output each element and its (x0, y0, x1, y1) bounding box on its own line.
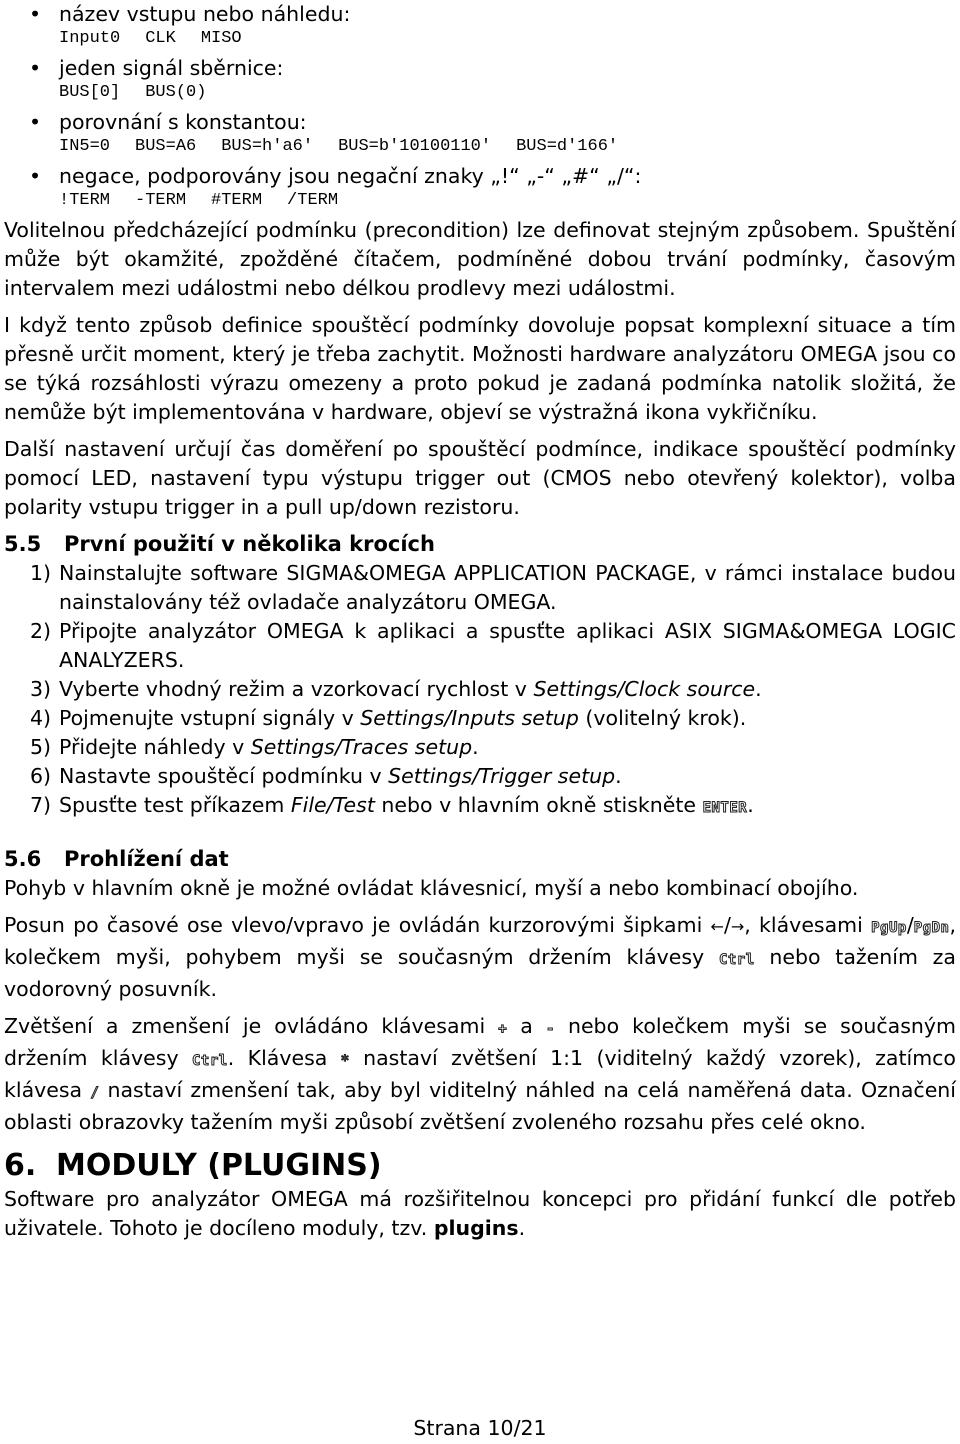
ctrl-key-icon: Ctrl (718, 952, 755, 968)
section-6-heading: 6. MODULY (PLUGINS) (4, 1148, 382, 1183)
right-arrow-icon: → (730, 917, 745, 936)
bullet-label: název vstupu nebo náhledu: (59, 2, 351, 26)
syntax-list (4, 0, 956, 212)
bullet-label: negace, podporovány jsou negační znaky „!“ „-“ „#“ „/“: (59, 164, 642, 188)
code-example: BUS[0] BUS(0) (59, 83, 207, 102)
list-item: 3) Vyberte vhodný režim a vzorkovací rychlost v Settings/Clock source. (30, 677, 762, 701)
pgdn-key-icon: PgDn (913, 920, 950, 936)
page-number: Strana 10/21 (413, 1416, 547, 1440)
code-example: Input0 CLK MISO (59, 29, 242, 48)
scroll-paragraph: Posun po časové ose vlevo/vpravo je ovládán kurzorovými šipkami ←/→, klávesami PgUp/PgDn, kolečkem myši, pohybem myši se současným držením klávesy Ctrl nebo tažením za vodorovný posuvník. (4, 913, 956, 1001)
list-item (4, 54, 956, 104)
first-use-steps (4, 559, 956, 823)
hardware-limits-paragraph: I když tento způsob definice spouštěcí podmínky dovoluje popsat komplexní situace a tím přesně určit moment, který je třeba zachytit. Možnosti hardware analyzátoru OMEGA jsou co se týká rozsáhlosti výrazu omezeny a proto pokud je zadaná podmínka natolik složitá, že nemůže být implementována v hardware, objeví se výstražná ikona vykřičníku. (4, 313, 956, 424)
pgup-key-icon: PgUp (871, 920, 907, 936)
precondition-paragraph: Volitelnou předcházející podmínku (precondition) lze definovat stejným způsobem. Spuštění může být okamžité, zpožděné čítačem, podmíněné dobou trvání podmínky, časovým intervalem mezi událostmi nebo délkou prodlevy mezi událostmi. (4, 218, 956, 300)
list-item (4, 108, 956, 158)
menu-path: Settings/Clock source (533, 677, 756, 701)
enter-key-icon: ENTER (702, 800, 748, 816)
section-5-5-heading: 5.5 První použití v několika krocích (4, 532, 435, 556)
settings-paragraph: Další nastavení určují čas doměření po spouštěcí podmínce, indikace spouštěcí podmínky pomocí LED, nastavení typu výstupu trigger out (CMOS nebo otevřený kolektor), volba polarity vstupu trigger in a pull up/down rezistoru. (4, 437, 956, 519)
bullet-label: porovnání s konstantou: (59, 110, 307, 134)
list-item: 1) Nainstalujte software SIGMA&OMEGA APPLICATION PACKAGE, v rámci instalace budou nainstalovány též ovladače analyzátoru OMEGA. (30, 561, 956, 614)
bullet-label: jeden signál sběrnice: (59, 56, 284, 80)
list-item: 4) Pojmenujte vstupní signály v Settings/Inputs setup (volitelný krok). (30, 706, 747, 730)
menu-path: Settings/Traces setup (250, 735, 473, 759)
code-example: IN5=0 BUS=A6 BUS=h'a6' BUS=b'10100110' BUS=d'166' (59, 137, 619, 156)
bullet-icon: • (29, 2, 42, 26)
list-item: 5) Přidejte náhledy v Settings/Traces setup. (30, 735, 479, 759)
minus-key-icon: - (545, 1021, 555, 1037)
list-item: 2) Připojte analyzátor OMEGA k aplikaci a spusťte aplikaci ASIX SIGMA&OMEGA LOGIC ANALYZERS. (30, 619, 956, 672)
section-5-6-heading: 5.6 Prohlížení dat (4, 847, 229, 871)
list-item: 7) Spusťte test příkazem File/Test nebo v hlavním okně stiskněte ENTER. (30, 793, 754, 817)
star-key-icon: * (340, 1053, 350, 1069)
bullet-icon: • (29, 110, 42, 134)
plugins-paragraph: Software pro analyzátor OMEGA má rozšiřitelnou koncepci pro přidání funkcí dle potřeb uživatele. Tohoto je docíleno moduly, tzv. plugins. (4, 1187, 956, 1240)
document-page (4, 0, 956, 1243)
navigation-paragraph: Pohyb v hlavním okně je možné ovládat klávesnicí, myší a nebo kombinací obojího. (4, 876, 859, 900)
menu-path: File/Test (290, 793, 375, 817)
bullet-icon: • (29, 56, 42, 80)
zoom-paragraph: Zvětšení a zmenšení je ovládáno klávesami + a - nebo kolečkem myši se současným držením klávesy Ctrl. Klávesa * nastaví zvětšení 1:1 (viditelný každý vzorek), zatímco klávesa / nastaví zmenšení tak, aby byl viditelný náhled na celá naměřená data. Označení oblasti obrazovky tažením myši způsobí zvětšení zvoleného rozsahu přes celé okno. (4, 1014, 956, 1134)
menu-path: Settings/Trigger setup (388, 764, 616, 788)
list-item (4, 162, 956, 212)
ctrl-key-icon: Ctrl (191, 1053, 228, 1069)
bullet-icon: • (29, 164, 42, 188)
left-arrow-icon: ← (710, 917, 724, 936)
plus-key-icon: + (498, 1021, 508, 1037)
slash-key-icon: / (90, 1085, 100, 1101)
code-example: !TERM -TERM #TERM /TERM (59, 191, 339, 210)
menu-path: Settings/Inputs setup (360, 706, 579, 730)
list-item (4, 0, 956, 50)
list-item: 6) Nastavte spouštěcí podmínku v Settings/Trigger setup. (30, 764, 622, 788)
